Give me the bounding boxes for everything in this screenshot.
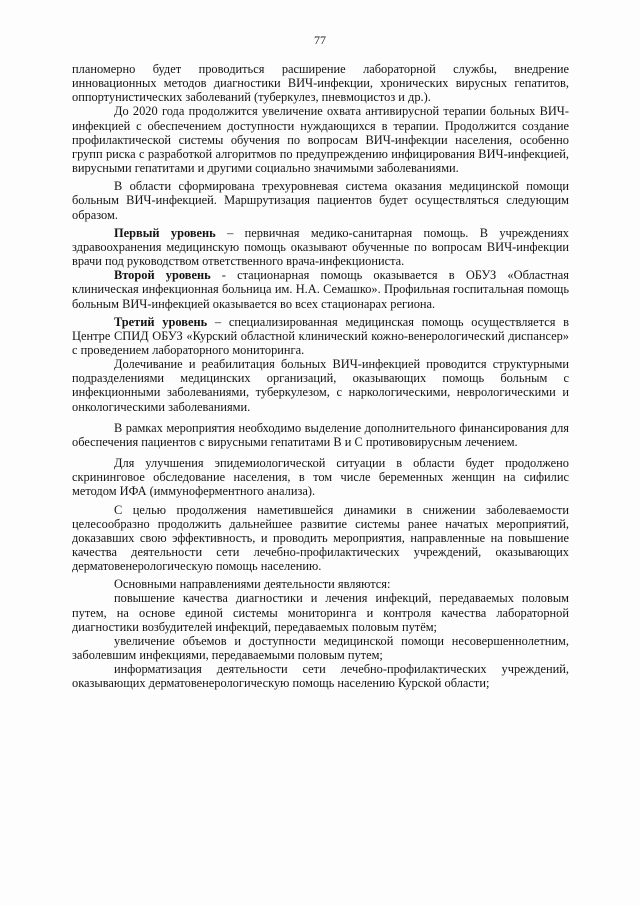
paragraph-hepatitis-funding: В рамках мероприятия необходимо выделение дополнительного финансирования для обеспечения пациентов с вирусными гепатитами В и С противовирусным лечением.: [72, 420, 569, 449]
first-level-heading: Первый уровень: [114, 225, 216, 240]
page-number: 77: [314, 33, 326, 47]
second-level-text: - стационарная помощь оказывается в ОБУЗ «Областная клиническая инфекционная больница им. Н.А. Семашко». Профильная госпитальная помощь больным ВИЧ-инфекцией оказывается во всех стационарах региона.: [72, 268, 569, 311]
paragraph-first-level: [72, 226, 569, 268]
third-level-heading: Третий уровень: [114, 314, 208, 329]
paragraph-screening: Для улучшения эпидемиологической ситуации в области будет продолжено скрининговое обследование населения, в том числе беременных женщин на сифилис методом ИФА (иммуноферментного анализа).: [72, 456, 569, 499]
paragraph-lab-service: планомерно будет проводиться расширение лабораторной службы, внедрение инновационных методов диагностики ВИЧ-инфекции, хронических вирусных гепатитов, оппортунистических заболеваний (туберкулез, пневмоцистоз и др.).: [72, 62, 569, 105]
second-level-heading: Второй уровень: [114, 268, 211, 283]
list-item-diagnostics-quality: повышение качества диагностики и лечения инфекций, передаваемых половым путем, на основе единой системы мониторинга и контроля качества лабораторной диагностики возбудителей инфекций, передаваемых половым путём;: [72, 591, 569, 634]
paragraph-rehabilitation: Долечивание и реабилитация больных ВИЧ-инфекцией проводится структурными подразделениями медицинских организаций, оказывающих помощь больным с инфекционными заболеваниями, туберкулезом, с наркологическими, неврологическими и онкологическими заболеваниями.: [72, 357, 569, 414]
paragraph-third-level: [72, 315, 569, 357]
list-item-informatization: информатизация деятельности сети лечебно-профилактических учреждений, оказывающих дерматовенерологическую помощь населению Курской области;: [72, 662, 569, 691]
paragraph-second-level: [72, 268, 569, 310]
paragraph-morbidity-reduction: С целью продолжения наметившейся динамики в снижении заболеваемости целесообразно продолжить дальнейшее развитие системы ранее начатых мероприятий, доказавших свою эффективность, и проводить мероприятия, направленные на повышение качества деятельности сети лечебно-профилактических учреждений, оказывающих дерматовенерологическую помощь населению.: [72, 502, 569, 574]
paragraph-three-level-system: В области сформирована трехуровневая система оказания медицинской помощи больным ВИЧ-инфекцией. Маршрутизация пациентов будет осуществляться следующим образом.: [72, 179, 569, 222]
third-level-text: – специализированная медицинская помощь осуществляется в Центре СПИД ОБУЗ «Курский областной клинический кожно-венерологический диспансер» с проведением лабораторного мониторинга.: [72, 314, 569, 357]
list-item-minors-care: увеличение объемов и доступности медицинской помощи несовершеннолетним, заболевшим инфекциями, передаваемыми половым путем;: [72, 633, 569, 663]
paragraph-main-directions: Основными направлениями деятельности являются:: [114, 577, 391, 592]
first-level-text: – первичная медико-санитарная помощь. В учреждениях здравоохранения медицинскую помощь оказывают обученные по вопросам ВИЧ-инфекции врачи под руководством ответственного врача-инфекциониста.: [72, 225, 569, 269]
paragraph-antiviral-therapy: До 2020 года продолжится увеличение охвата антивирусной терапии больных ВИЧ-инфекцией с обеспечением доступности нуждающихся в терапии. Продолжится создание профилактической системы обучения по вопросам ВИЧ-инфекции населения, особенно групп риска с разработкой алгоритмов по предупреждению инфицирования ВИЧ-инфекцией, вирусными гепатитами и другими социально значимыми заболеваниями.: [72, 104, 569, 176]
document-body: [72, 62, 569, 691]
